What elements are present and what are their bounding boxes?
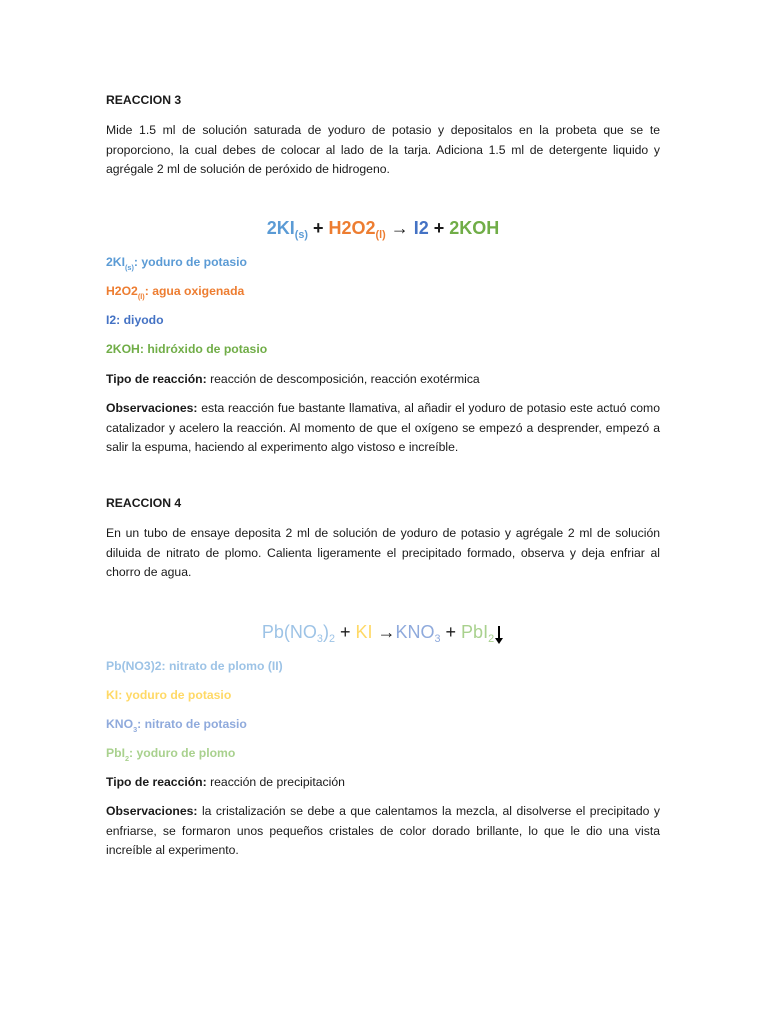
reaction-3-type-value: reacción de descomposición, reacción exotérmica bbox=[206, 372, 480, 386]
eq3-term-1: $2KI_{(s)}$ bbox=[266, 218, 308, 241]
reaction-3-intro: Mide 1.5 ml de solución saturada de yoduro de potasio y depositalos en la probeta que se te proporciono, la cual debes de colocar al lado de la tarja. Adiciona 1.5 ml de detergente liquido y agrégale 2 ml de solución de peróxido de hidrogeno. bbox=[106, 123, 660, 176]
eq4-term-2: KI bbox=[355, 622, 373, 642]
reaction-4-type-label: Tipo de reacción: bbox=[106, 775, 207, 789]
reaction-3-legend-3: I2: diyodo bbox=[106, 313, 164, 327]
eq3-term-4: 2KOH bbox=[449, 218, 500, 238]
reaction-4-legend-3: $KNO_3$: nitrato de potasio bbox=[106, 717, 247, 734]
reaction-4-legend-1: Pb(NO3)2: nitrato de plomo (II) bbox=[106, 659, 283, 673]
eq3-plus-2: + bbox=[428, 218, 450, 238]
precipitate-arrow-down-icon bbox=[494, 626, 504, 644]
reaction-4-equation bbox=[106, 622, 660, 644]
reaction-3-legend-1: $2KI_{(s)}$: yoduro de potasio bbox=[106, 255, 247, 272]
reaction-4-obs-label: Observaciones: bbox=[106, 804, 198, 818]
reaction-3-observations bbox=[106, 399, 660, 458]
eq3-plus-1: + bbox=[307, 218, 329, 238]
eq3-term-3: I2 bbox=[413, 218, 429, 238]
reaction-3-legend-4: 2KOH: hidróxido de potasio bbox=[106, 342, 268, 356]
reaction-3-instructions bbox=[106, 121, 660, 180]
reaction-4-instructions bbox=[106, 524, 660, 583]
reaction-4-type bbox=[106, 773, 660, 793]
reaction-3-obs-label: Observaciones: bbox=[106, 401, 198, 415]
eq4-plus-1: + bbox=[334, 622, 356, 642]
eq3-term-2: $H2O2_{(l)}$ bbox=[328, 218, 386, 241]
reaction-3-type-label: Tipo de reacción: bbox=[106, 372, 207, 386]
reaction-3-obs-value: esta reacción fue bastante llamativa, al añadir el yoduro de potasio este actuó como catalizador y acelero la reacción. Al momento de que el oxígeno se empezó a desprender, empezó a salir la espuma, haciendo al experimento algo vistoso e increíble. bbox=[106, 401, 660, 454]
reaction-4-legend-2: KI: yoduro de potasio bbox=[106, 688, 232, 702]
reaction-4-intro: En un tubo de ensaye deposita 2 ml de solución de yoduro de potasio y agrégale 2 ml de solución diluida de nitrato de plomo. Calienta ligeramente el precipitado formado, observa y deja enfriar al chorro de agua. bbox=[106, 526, 660, 579]
reaction-4-type-value: reacción de precipitación bbox=[206, 775, 345, 789]
eq4-term-3: $KNO_3$ bbox=[395, 622, 441, 645]
eq4-term-4: PbI$_2$ bbox=[461, 622, 495, 645]
reaction-3-equation bbox=[106, 218, 660, 239]
reaction-4-heading: REACCION 4 bbox=[106, 496, 182, 510]
eq4-plus-2: + bbox=[440, 622, 462, 642]
reaction-4-observations bbox=[106, 802, 660, 861]
reaction-3-legend-2: $H2O2_{(l)}$: agua oxigenada bbox=[106, 284, 245, 301]
reaction-3-heading: REACCION 3 bbox=[106, 93, 182, 107]
eq4-arrow: → bbox=[372, 622, 396, 642]
reaction-3-type bbox=[106, 370, 660, 390]
eq4-term-1: $Pb(NO_3)_2$ bbox=[261, 622, 335, 645]
eq3-arrow: → bbox=[385, 218, 414, 238]
reaction-4-legend-4: PbI$_2$: yoduro de plomo bbox=[106, 746, 236, 763]
reaction-4-obs-value: la cristalización se debe a que calentamos la mezcla, al disolverse el precipitado y enfriarse, se formaron unos pequeños cristales de color dorado brillante, lo que le dio una vista increíble al experimento. bbox=[106, 804, 660, 857]
